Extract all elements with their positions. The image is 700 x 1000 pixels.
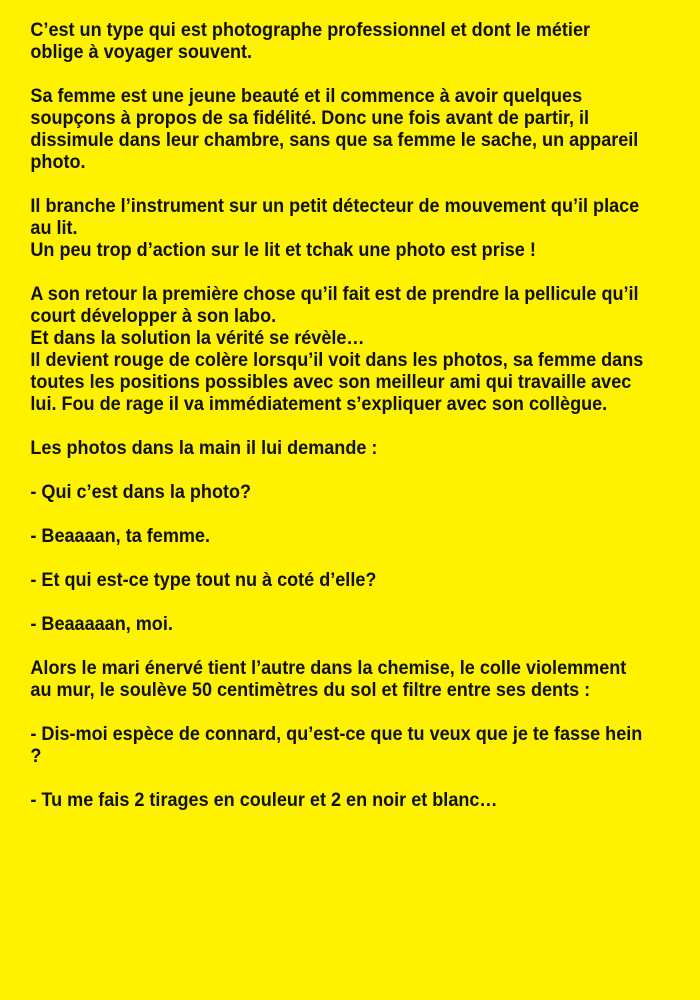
text-line: Et dans la solution la vérité se révèle…: [30, 328, 365, 349]
dialogue-line-1: [30, 482, 644, 504]
dialogue-line-3: [30, 570, 644, 592]
text-line: - Tu me fais 2 tirages en couleur et 2 en noir et blanc…: [30, 790, 498, 811]
paragraph-intro: [30, 20, 644, 64]
text-line: Alors le mari énervé tient l’autre dans la chemise, le colle violemment au mur, le soulève 50 centimètres du sol et filtre entre ses dents :: [30, 658, 627, 701]
text-line: - Beaaaaan, moi.: [30, 614, 173, 635]
paragraph-suspicion: [30, 86, 644, 174]
text-line: Sa femme est une jeune beauté et il commence à avoir quelques soupçons à propos de sa fidélité. Donc une fois avant de partir, il dissimule dans leur chambre, sans que sa femme le sache, un appareil photo.: [30, 86, 639, 173]
dialogue-line-5: [30, 724, 644, 768]
text-line: - Beaaaan, ta femme.: [30, 526, 210, 547]
dialogue-line-2: [30, 526, 644, 548]
paragraph-discovery: [30, 284, 644, 416]
text-line: - Qui c’est dans la photo?: [30, 482, 252, 503]
text-line: - Et qui est-ce type tout nu à coté d’elle?: [30, 570, 377, 591]
dialogue-line-4: [30, 614, 644, 636]
text-line: A son retour la première chose qu’il fait est de prendre la pellicule qu’il court développer à son labo.: [30, 284, 639, 327]
paragraph-motion-detector: [30, 196, 644, 262]
paragraph-confrontation: [30, 658, 644, 702]
text-line: Un peu trop d’action sur le lit et tchak une photo est prise !: [30, 240, 536, 261]
text-line: C’est un type qui est photographe professionnel et dont le métier oblige à voyager souvent.: [30, 20, 591, 63]
dialogue-punchline: [30, 790, 644, 812]
text-line: - Dis-moi espèce de connard, qu’est-ce que tu veux que je te fasse hein ?: [30, 724, 643, 767]
text-line: Il devient rouge de colère lorsqu’il voit dans les photos, sa femme dans toutes les positions possibles avec son meilleur ami qui travaille avec lui. Fou de rage il va immédiatement s’expliquer avec son collègue.: [30, 350, 644, 415]
paragraph-question-intro: [30, 438, 644, 460]
text-line: Les photos dans la main il lui demande :: [30, 438, 378, 459]
text-line: Il branche l’instrument sur un petit détecteur de mouvement qu’il place au lit.: [30, 196, 640, 239]
